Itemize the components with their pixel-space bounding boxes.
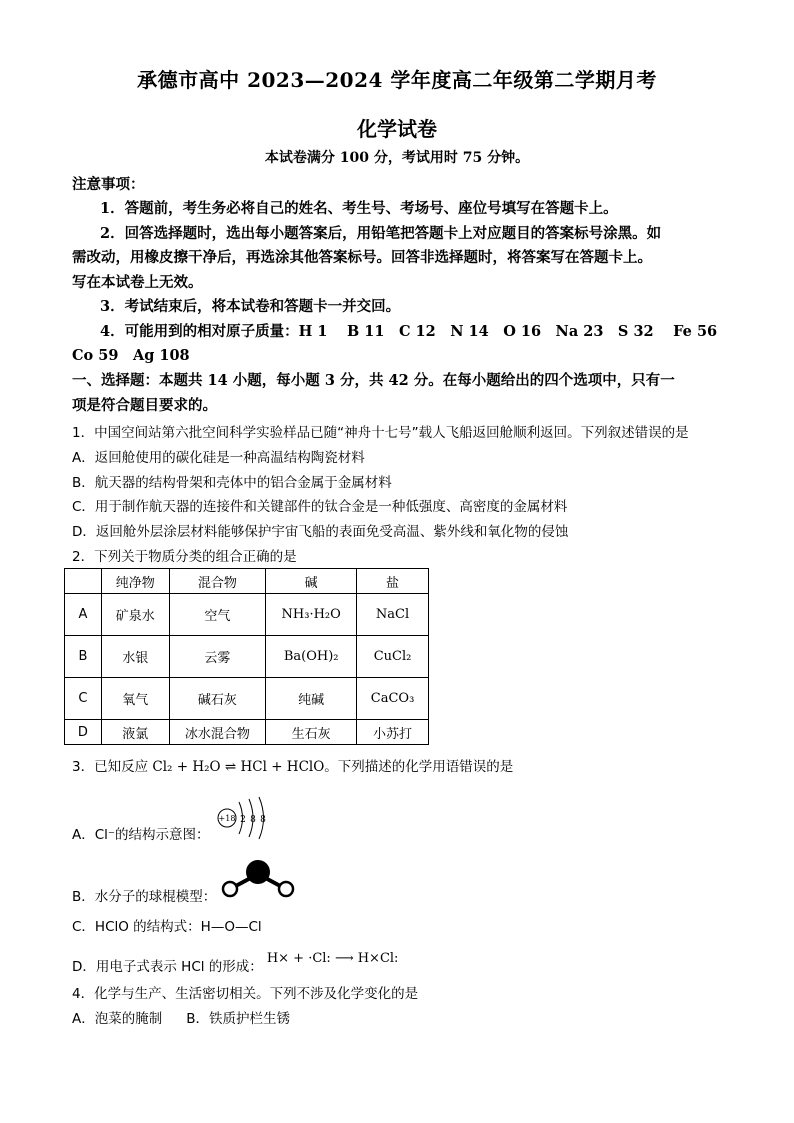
- q3-option-c: C．HClO 的结构式：H—O—Cl: [72, 919, 262, 935]
- q3-stem-suffix: 。下列描述的化学用语错误的是: [324, 759, 514, 775]
- q4-option-b: B．铁质护栏生锈: [186, 1011, 291, 1027]
- section-1-heading-line-1: 一、选择题：本题共 14 小题，每小题 3 分，共 42 分。在每小题给出的四个选项中，只有一: [72, 372, 675, 389]
- q3-option-b: B．水分子的球棍模型：: [72, 889, 217, 905]
- notes-item-4-line-1: 4．可能用到的相对原子质量：H 1 B 11 C 12 N 14 O 16 Na 23 S 32 Fe 56: [100, 323, 718, 340]
- q3-stem: [72, 758, 732, 776]
- exam-subject: 化学试卷: [357, 117, 437, 141]
- section-1-heading-line-2: 项是符合题目要求的。: [72, 397, 217, 414]
- shell-electron-count: 8: [260, 815, 266, 825]
- q1-stem: 1．中国空间站第六批空间科学实验样品已随“神舟十七号”载人飞船返回舱顺利返回。下列叙述错误的是: [72, 425, 689, 441]
- table-header-cell: 纯净物: [101, 569, 169, 594]
- q4-stem: 4．化学与生产、生活密切相关。下列不涉及化学变化的是: [72, 986, 419, 1002]
- table-row: [65, 720, 429, 745]
- q3-reaction-equation: Cl₂ + H₂O ⇌ HCl + HClO: [152, 759, 325, 775]
- table-cell: 生石灰: [266, 720, 357, 745]
- table-cell: Ba(OH)₂: [266, 636, 357, 678]
- table-cell: D: [65, 720, 102, 745]
- hydrogen-atom-ball: [223, 882, 237, 896]
- table-cell: 矿泉水: [101, 594, 169, 636]
- classification-table: [64, 568, 429, 745]
- table-cell: 小苏打: [357, 720, 429, 745]
- table-cell: 空气: [169, 594, 266, 636]
- q3-option-a: A．Cl⁻的结构示意图：: [72, 827, 210, 843]
- hcl-electron-formation: H× + ·Cl: ⟶ H×Cl:: [266, 951, 399, 966]
- table-cell: B: [65, 636, 102, 678]
- table-header-cell: 混合物: [169, 569, 266, 594]
- table-cell: NaCl: [357, 594, 429, 636]
- nucleus-charge-label: +18: [218, 814, 236, 823]
- table-cell: A: [65, 594, 102, 636]
- table-cell: 碱石灰: [169, 678, 266, 720]
- notes-item-1: 1．答题前，考生务必将自己的姓名、考生号、考场号、座位号填写在答题卡上。: [100, 200, 618, 217]
- chloride-ion-structure-diagram: [213, 796, 273, 842]
- shell-electron-count: 8: [250, 815, 256, 825]
- q4-options: [72, 1010, 732, 1028]
- q3-stem-prefix: 3．已知反应: [72, 759, 153, 775]
- notes-item-4-line-2: Co 59 Ag 108: [72, 347, 190, 364]
- table-cell: 液氯: [101, 720, 169, 745]
- table-cell: 云雾: [169, 636, 266, 678]
- table-row: [65, 594, 429, 636]
- q1-option-c: C．用于制作航天器的连接件和关键部件的钛合金是一种低强度、高密度的金属材料: [72, 499, 568, 515]
- hydrogen-atom-ball: [279, 882, 293, 896]
- notes-item-3: 3．考试结束后，将本试卷和答题卡一并交回。: [100, 298, 401, 315]
- oxygen-atom-ball: [246, 860, 270, 884]
- q1-option-a: A．返回舱使用的碳化硅是一种高温结构陶瓷材料: [72, 450, 365, 466]
- table-cell: 水银: [101, 636, 169, 678]
- table-cell: CuCl₂: [357, 636, 429, 678]
- table-cell: CaCO₃: [357, 678, 429, 720]
- shell-electron-count: 2: [240, 815, 246, 825]
- table-header-cell: [65, 569, 102, 594]
- notes-heading: 注意事项：: [72, 176, 145, 193]
- water-molecule-ball-stick-model: [218, 856, 298, 902]
- q1-option-d: D．返回舱外层涂层材料能够保护宇宙飞船的表面免受高温、紫外线和氧化物的侵蚀: [72, 524, 569, 540]
- table-header-cell: 碱: [266, 569, 357, 594]
- table-cell: 氧气: [101, 678, 169, 720]
- q2-stem: 2．下列关于物质分类的组合正确的是: [72, 549, 297, 565]
- table-cell: C: [65, 678, 102, 720]
- table-cell: 冰水混合物: [169, 720, 266, 745]
- q3-option-d: [72, 951, 732, 977]
- exam-title: 承德市高中 2023—2024 学年度高二年级第二学期月考: [137, 68, 657, 92]
- notes-item-2-line-1: 2．回答选择题时，选出每小题答案后，用铅笔把答题卡上对应题目的答案标号涂黑。如: [100, 225, 662, 242]
- table-row: [65, 636, 429, 678]
- q4-option-a: A．泡菜的腌制: [72, 1011, 163, 1027]
- exam-duration-note: 本试卷满分 100 分，考试用时 75 分钟。: [264, 150, 530, 166]
- table-cell: 纯碱: [266, 678, 357, 720]
- table-row: [65, 678, 429, 720]
- table-header-cell: 盐: [357, 569, 429, 594]
- q3-option-d-text: D．用电子式表示 HCl 的形成：: [72, 959, 263, 975]
- q1-option-b: B．航天器的结构骨架和壳体中的铝合金属于金属材料: [72, 475, 392, 491]
- table-cell: NH₃·H₂O: [266, 594, 357, 636]
- table-header-row: [65, 569, 429, 594]
- notes-item-2-line-2: 需改动，用橡皮擦干净后，再选涂其他答案标号。回答非选择题时，将答案写在答题卡上。: [72, 249, 652, 266]
- notes-item-2-line-3: 写在本试卷上无效。: [72, 274, 203, 291]
